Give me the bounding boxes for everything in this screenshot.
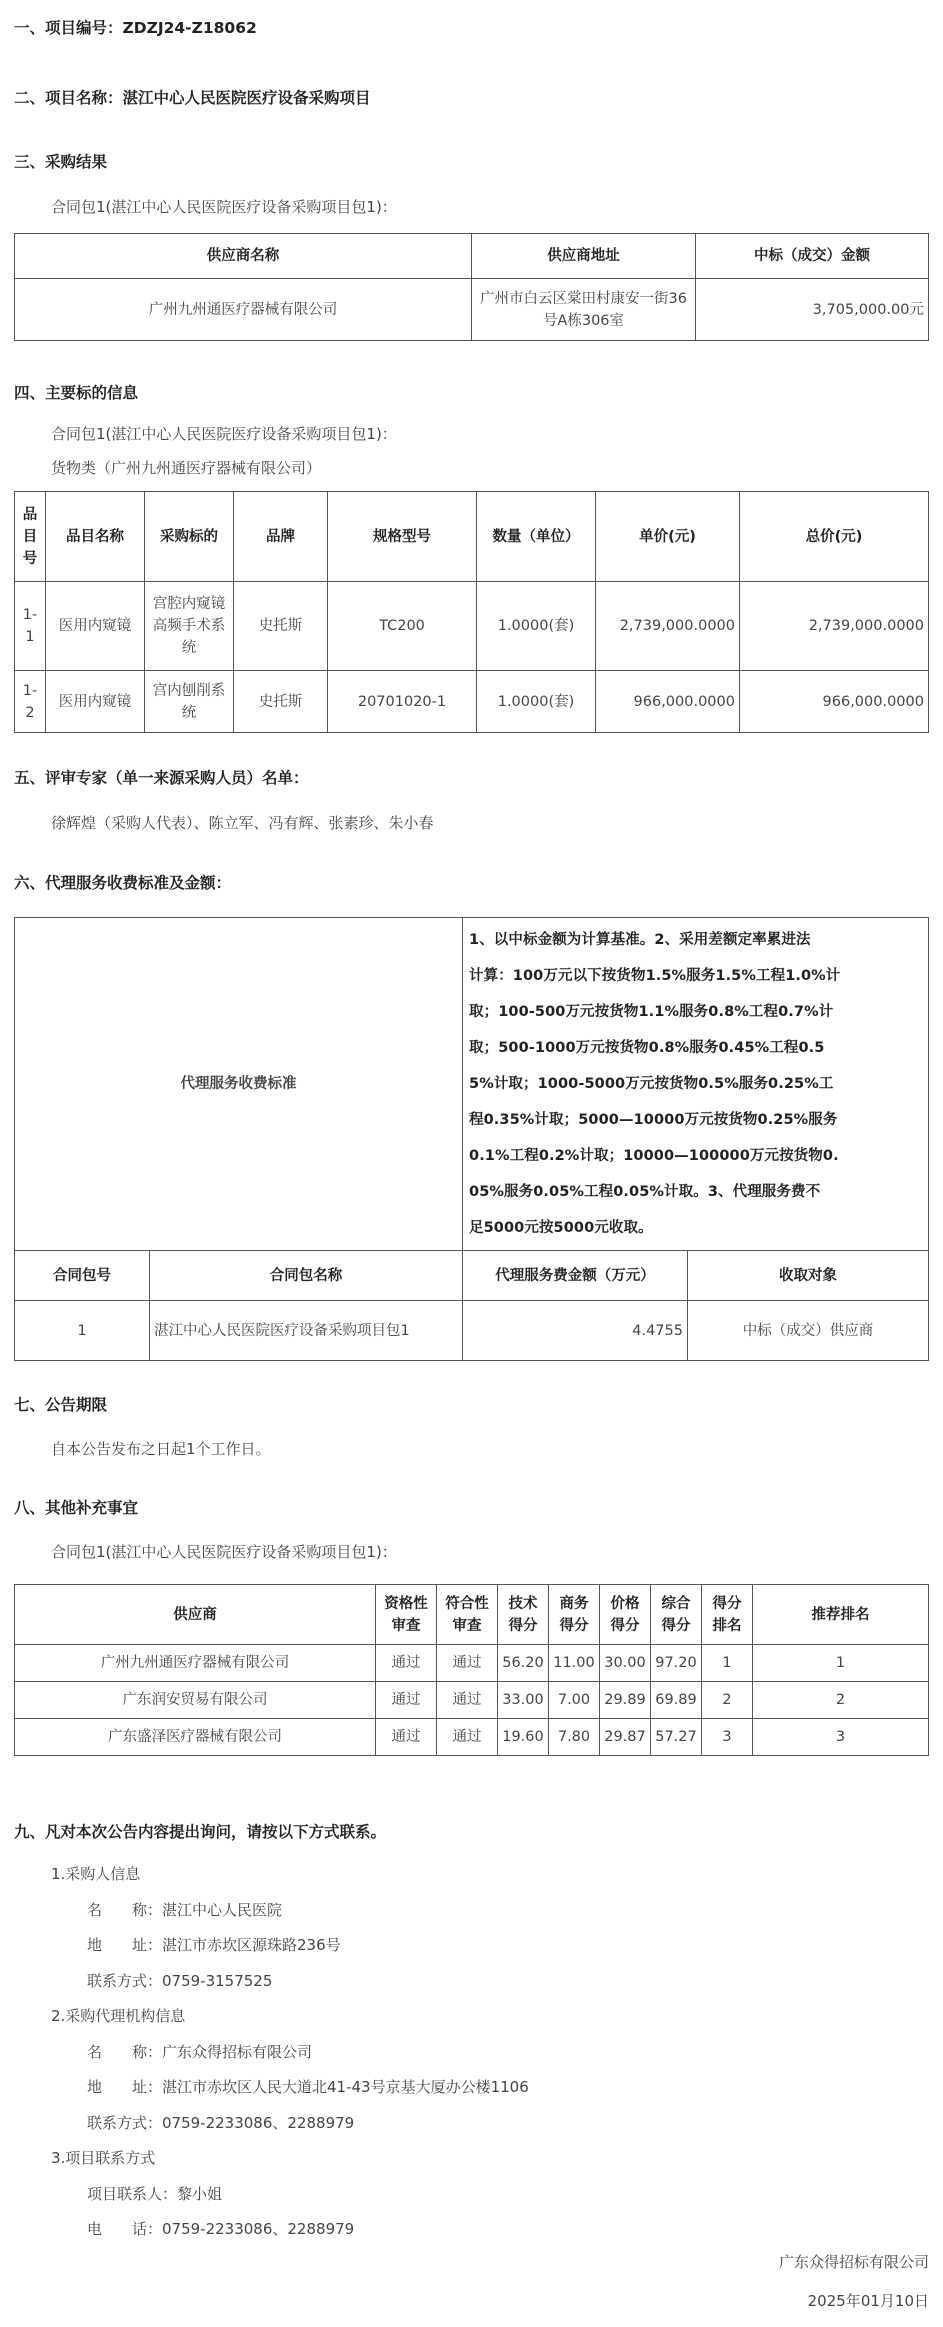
score-biz: 7.80 (549, 1719, 600, 1756)
project-contact-phone: 电 话：0759-2233086、2288979 (87, 2220, 355, 2238)
result-package: 合同包1(湛江中心人民医院医疗设备采购项目包1)： (51, 198, 397, 216)
package-no: 1 (15, 1301, 150, 1361)
fee-target: 中标（成交）供应商 (688, 1301, 929, 1361)
contact-agency-title: 2.采购代理机构信息 (51, 2007, 186, 2025)
contact-heading: 九、凡对本次公告内容提出询问，请按以下方式联系。 (14, 1823, 387, 1841)
score-tech: 56.20 (498, 1645, 549, 1682)
col-supplier-name: 供应商名称 (15, 234, 472, 279)
col-supplier: 供应商 (15, 1585, 376, 1645)
item-total-price: 966,000.0000 (740, 671, 929, 733)
score-tech: 19.60 (498, 1719, 549, 1756)
item-target: 宫内刨削系统 (145, 671, 234, 733)
score-conformity: 通过 (437, 1682, 498, 1719)
col-total-price: 总价(元) (740, 492, 929, 582)
items-category: 货物类（广州九州通医疗器械有限公司） (51, 459, 322, 477)
col-price-score: 价格得分 (600, 1585, 651, 1645)
buyer-phone: 联系方式：0759-3157525 (87, 1972, 273, 1990)
contact-buyer-title: 1.采购人信息 (51, 1865, 141, 1883)
col-quantity: 数量（单位） (477, 492, 596, 582)
project-name-heading: 二、项目名称：湛江中心人民医院医疗设备采购项目 (14, 89, 371, 107)
agency-name: 名 称：广东众得招标有限公司 (87, 2043, 313, 2061)
item-quantity: 1.0000(套) (477, 582, 596, 671)
score-table (14, 1584, 929, 1756)
result-heading: 三、采购结果 (14, 153, 108, 171)
item-quantity: 1.0000(套) (477, 671, 596, 733)
score-recommend: 3 (753, 1719, 929, 1756)
col-award-amount: 中标（成交）金额 (696, 234, 929, 279)
award-amount: 3,705,000.00元 (696, 279, 929, 341)
fee-amount: 4.4755 (463, 1301, 688, 1361)
table-row (15, 671, 929, 733)
col-total-score: 综合得分 (651, 1585, 702, 1645)
col-recommend-rank: 推荐排名 (753, 1585, 929, 1645)
package-name: 湛江中心人民医院医疗设备采购项目包1 (150, 1301, 463, 1361)
project-number-heading: 一、项目编号：ZDZJ24-Z18062 (14, 19, 257, 37)
col-supplier-address: 供应商地址 (472, 234, 696, 279)
item-brand: 史托斯 (234, 671, 328, 733)
score-qualification: 通过 (376, 1645, 437, 1682)
item-no: 1-2 (15, 671, 46, 733)
col-item-name: 品目名称 (46, 492, 145, 582)
score-price: 30.00 (600, 1645, 651, 1682)
score-rank: 1 (702, 1645, 753, 1682)
item-model: 20701020-1 (328, 671, 477, 733)
score-recommend: 2 (753, 1682, 929, 1719)
score-supplier: 广东盛泽医疗器械有限公司 (15, 1719, 376, 1756)
footer-date: 2025年01月10日 (807, 2292, 929, 2310)
col-package-no: 合同包号 (15, 1251, 150, 1301)
agency-address: 地 址：湛江市赤坎区人民大道北41-43号京基大厦办公楼1106 (87, 2078, 529, 2096)
score-total: 57.27 (651, 1719, 702, 1756)
table-row (15, 582, 929, 671)
score-tech: 33.00 (498, 1682, 549, 1719)
item-unit-price: 2,739,000.0000 (596, 582, 740, 671)
score-qualification: 通过 (376, 1719, 437, 1756)
col-item-no: 品目号 (15, 492, 46, 582)
score-total: 97.20 (651, 1645, 702, 1682)
score-price: 29.89 (600, 1682, 651, 1719)
score-conformity: 通过 (437, 1719, 498, 1756)
score-total: 69.89 (651, 1682, 702, 1719)
project-contact-person: 项目联系人：黎小姐 (87, 2185, 223, 2203)
col-qualification: 资格性审查 (376, 1585, 437, 1645)
item-name: 医用内窥镜 (46, 671, 145, 733)
table-row (15, 1719, 929, 1756)
score-rank: 2 (702, 1682, 753, 1719)
supplement-package: 合同包1(湛江中心人民医院医疗设备采购项目包1)： (51, 1543, 397, 1561)
item-brand: 史托斯 (234, 582, 328, 671)
score-price: 29.87 (600, 1719, 651, 1756)
item-no: 1-1 (15, 582, 46, 671)
item-name: 医用内窥镜 (46, 582, 145, 671)
col-conformity: 符合性审查 (437, 1585, 498, 1645)
score-qualification: 通过 (376, 1682, 437, 1719)
score-rank: 3 (702, 1719, 753, 1756)
items-table (14, 491, 929, 733)
item-target: 宫腔内窥镜高频手术系统 (145, 582, 234, 671)
items-heading: 四、主要标的信息 (14, 384, 139, 402)
col-package-name: 合同包名称 (150, 1251, 463, 1301)
score-biz: 7.00 (549, 1682, 600, 1719)
fee-standard-text: 1、以中标金额为计算基准。2、采用差额定率累进法 计算：100万元以下按货物1.5%服务1.5%工程1.0%计 取；100-500万元按货物1.1%服务0.8%工程0.7%计 取；500-1000万元按货物0.8%服务0.45%工程0.5 5%计取；1000-5000万元按货物0.5%服务0.25%工 程0.35%计取；5000—10000万元按货物0.25%服务 0.1%工程0.2%计取；10000—100000万元按货物0. 05%服务0.05%工程0.05%计取。3、代理服务费不 足5000元按5000元收取。 (463, 918, 929, 1251)
period-text: 自本公告发布之日起1个工作日。 (51, 1440, 271, 1458)
experts-names: 徐辉煌（采购人代表）、陈立军、冯有辉、张素珍、朱小春 (51, 814, 434, 832)
fee-standard-label: 代理服务收费标准 (15, 918, 463, 1251)
period-heading: 七、公告期限 (14, 1396, 108, 1414)
col-unit-price: 单价(元) (596, 492, 740, 582)
table-row (15, 279, 929, 341)
col-brand: 品牌 (234, 492, 328, 582)
agency-phone: 联系方式：0759-2233086、2288979 (87, 2114, 355, 2132)
buyer-address: 地 址：湛江市赤坎区源珠路236号 (87, 1936, 341, 1954)
supplier-address: 广州市白云区棠田村康安一街36号A栋306室 (472, 279, 696, 341)
experts-heading: 五、评审专家（单一来源采购人员）名单： (14, 769, 309, 787)
col-fee-amount: 代理服务费金额（万元） (463, 1251, 688, 1301)
contact-project-title: 3.项目联系方式 (51, 2149, 156, 2167)
buyer-name: 名 称：湛江中心人民医院 (87, 1901, 283, 1919)
fee-heading: 六、代理服务收费标准及金额： (14, 874, 232, 892)
score-supplier: 广东润安贸易有限公司 (15, 1682, 376, 1719)
item-unit-price: 966,000.0000 (596, 671, 740, 733)
supplement-heading: 八、其他补充事宜 (14, 1499, 139, 1517)
score-recommend: 1 (753, 1645, 929, 1682)
items-package: 合同包1(湛江中心人民医院医疗设备采购项目包1)： (51, 425, 397, 443)
col-model: 规格型号 (328, 492, 477, 582)
supplier-name: 广州九州通医疗器械有限公司 (15, 279, 472, 341)
item-model: TC200 (328, 582, 477, 671)
col-item-target: 采购标的 (145, 492, 234, 582)
col-score-rank: 得分排名 (702, 1585, 753, 1645)
table-row (15, 1301, 929, 1361)
result-table (14, 233, 929, 341)
score-conformity: 通过 (437, 1645, 498, 1682)
fee-table (14, 917, 929, 1361)
table-row (15, 1645, 929, 1682)
score-biz: 11.00 (549, 1645, 600, 1682)
score-supplier: 广州九州通医疗器械有限公司 (15, 1645, 376, 1682)
col-tech-score: 技术得分 (498, 1585, 549, 1645)
footer-org: 广东众得招标有限公司 (778, 2253, 929, 2271)
table-row (15, 1682, 929, 1719)
col-biz-score: 商务得分 (549, 1585, 600, 1645)
item-total-price: 2,739,000.0000 (740, 582, 929, 671)
col-fee-target: 收取对象 (688, 1251, 929, 1301)
